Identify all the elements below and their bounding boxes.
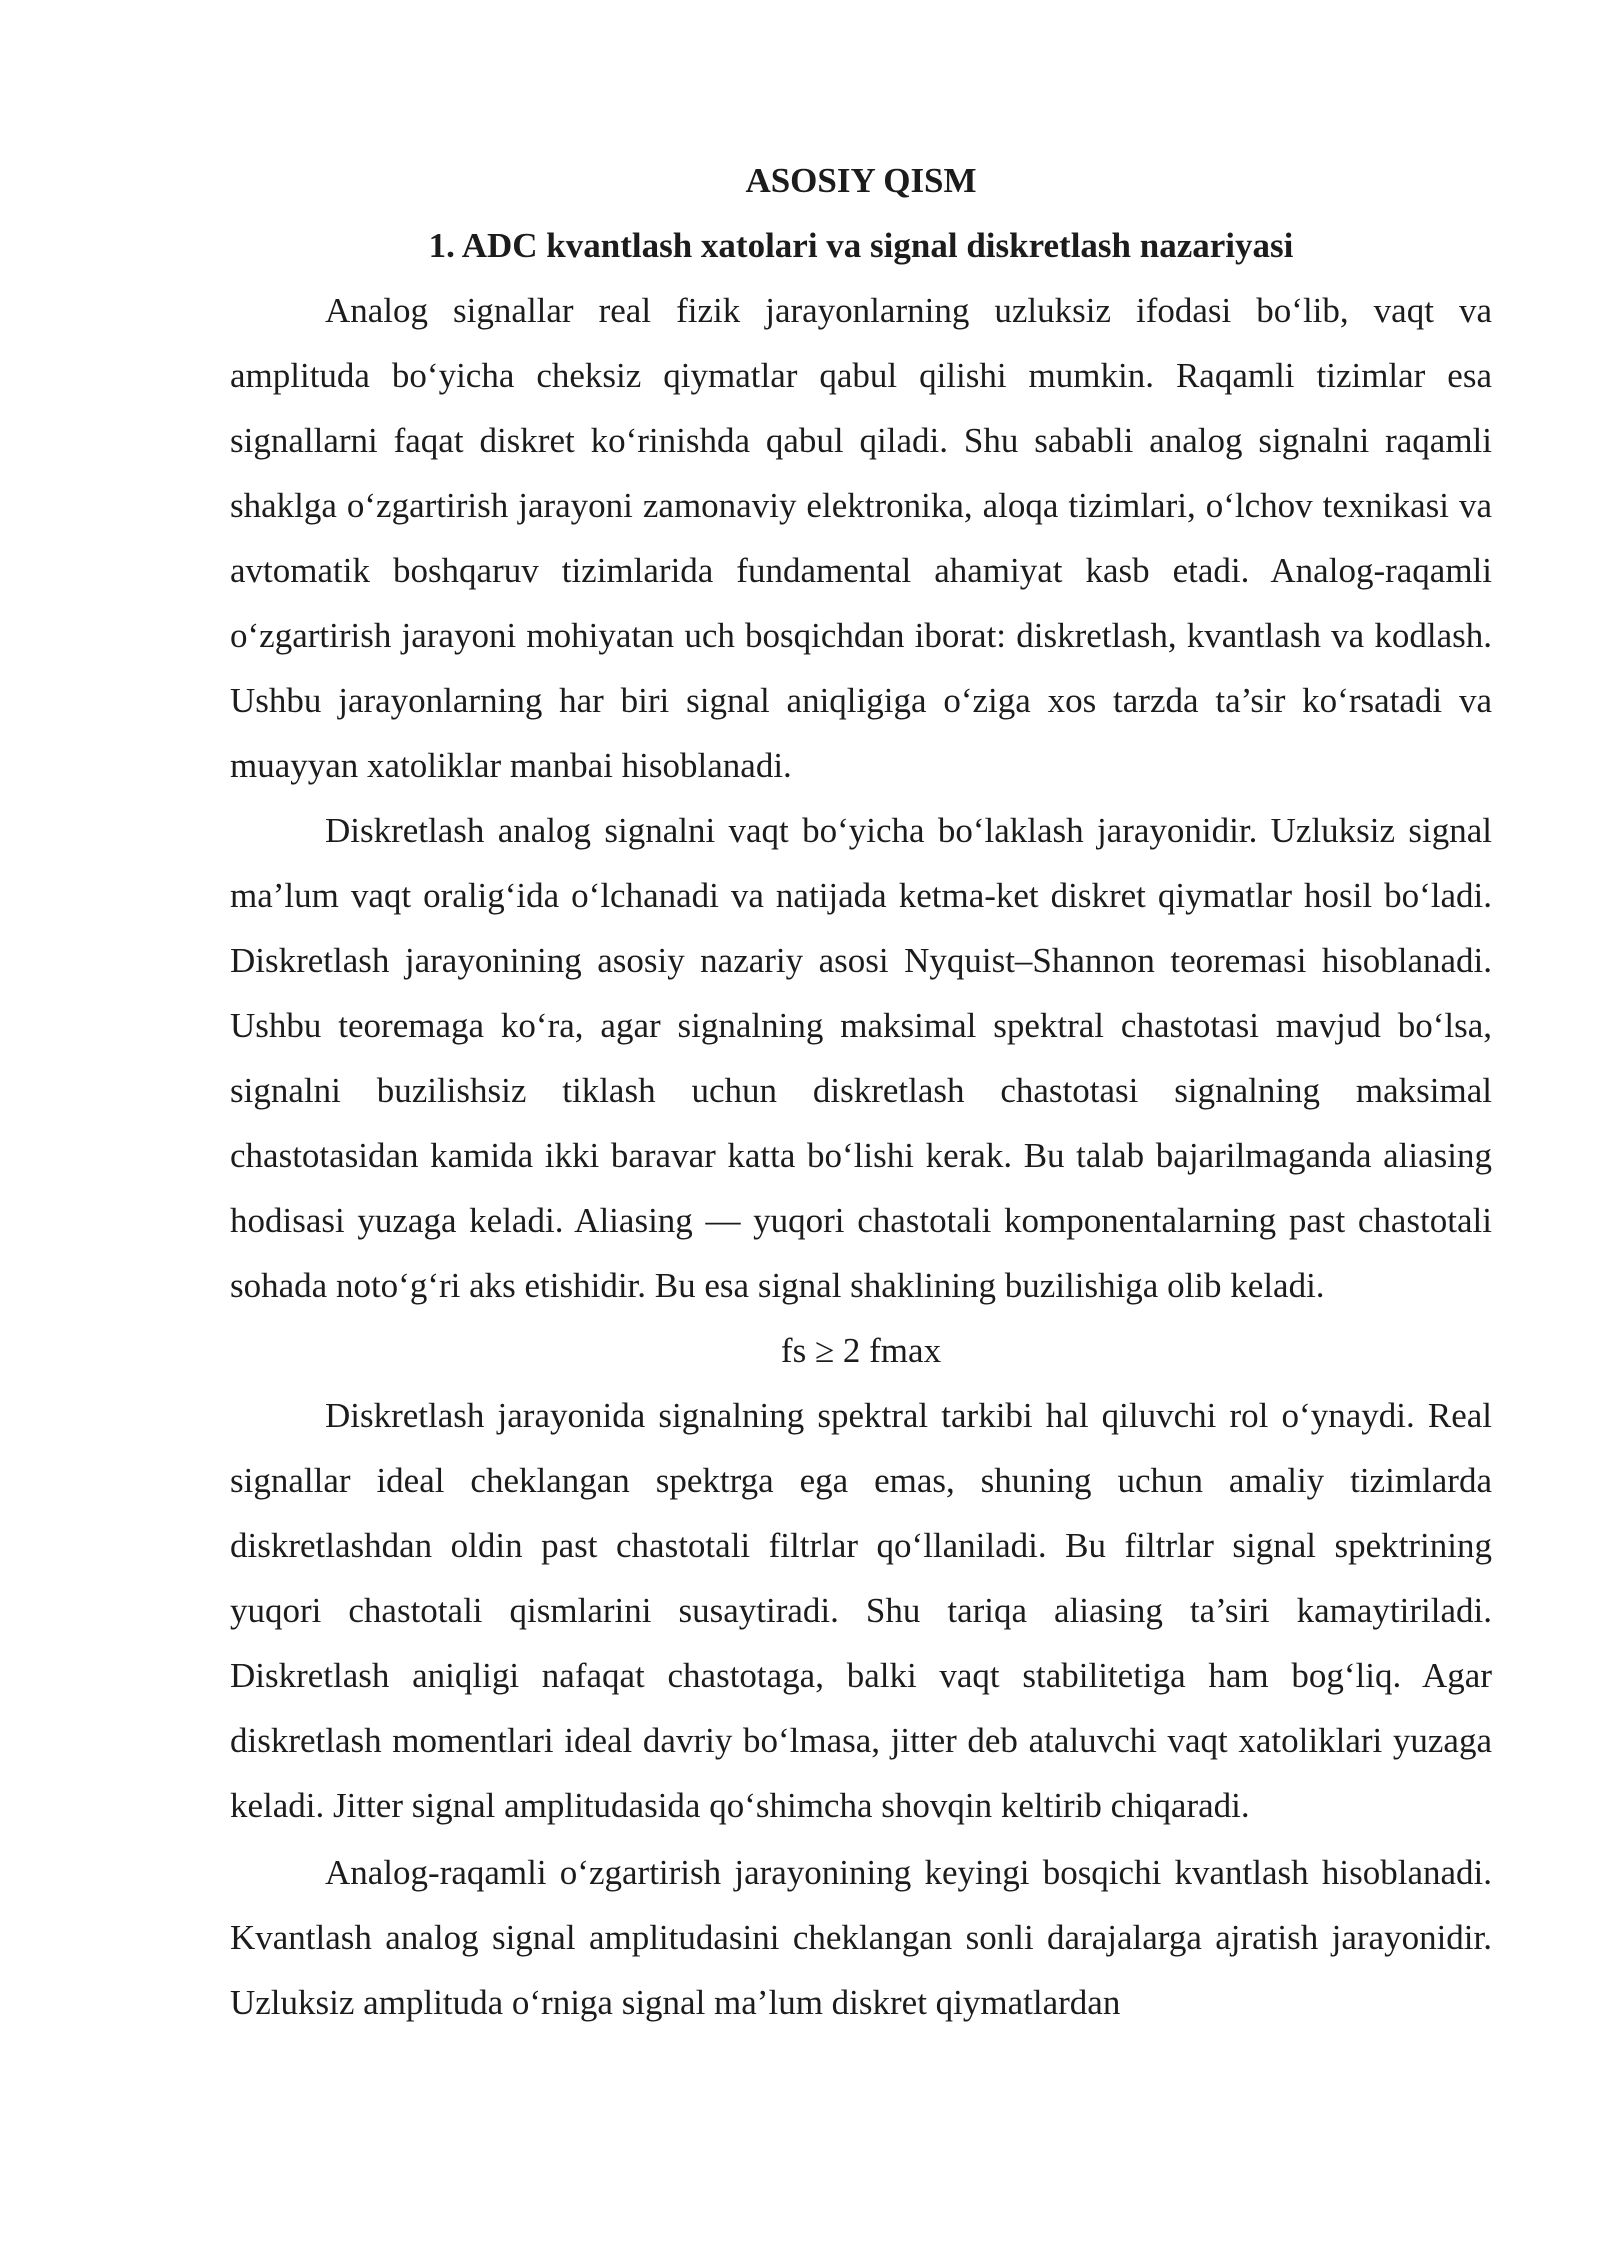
section-title: ASOSIY QISM — [745, 161, 977, 200]
nyquist-formula: fs ≥ 2 fmax — [780, 1331, 942, 1370]
paragraph-sampling: Diskretlash analog signalni vaqt bo‘yicha bo‘laklash jarayonidir. Uzluksiz signal ma’lum vaqt oralig‘ida o‘lchanadi va natijada ketma-ket diskret qiymatlar hosil bo‘ladi. Diskretlash jarayonining asosiy nazariy asosi Nyquist–Shannon teoremasi hisoblanadi. Ushbu teoremaga ko‘ra, agar signalning maksimal spektral chastotasi mavjud bo‘lsa, signalni buzilishsiz tiklash uchun diskretlash chastotasi signalning maksimal chastotasidan kamida ikki baravar katta bo‘lishi kerak. Bu talab bajarilmaganda aliasing hodisasi yuzaga keladi. Aliasing — yuqori chastotali komponentalarning past chastotali sohada noto‘g‘ri aks etishidir. Bu esa signal shaklining buzilishiga olib keladi. — [230, 811, 1492, 1305]
paragraph-spectrum: Diskretlash jarayonida signalning spektral tarkibi hal qiluvchi rol o‘ynaydi. Real signallar ideal cheklangan spektrga ega emas, shuning uchun amaliy tizimlarda diskretlashdan oldin past chastotali filtrlar qo‘llaniladi. Bu filtrlar signal spektrining yuqori chastotali qismlarini susaytiradi. Shu tariqa aliasing ta’siri kamaytiriladi. Diskretlash aniqligi nafaqat chastotaga, balki vaqt stabilitetiga ham bog‘liq. Agar diskretlash momentlari ideal davriy bo‘lmasa, jitter deb ataluvchi vaqt xatoliklari yuzaga keladi. Jitter signal amplitudasida qo‘shimcha shovqin keltirib chiqaradi. — [230, 1396, 1492, 1825]
paragraph-quantization: Analog-raqamli o‘zgartirish jarayonining keyingi bosqichi kvantlash hisoblanadi. Kvantlash analog signal amplitudasini cheklangan sonli darajalarga ajratish jarayonidir. Uzluksiz amplituda o‘rniga signal ma’lum diskret qiymatlardan — [230, 1853, 1492, 2022]
chapter-title: 1. ADC kvantlash xatolari va signal diskretlash nazariyasi — [428, 226, 1294, 265]
paragraph-intro: Analog signallar real fizik jarayonlarning uzluksiz ifodasi bo‘lib, vaqt va amplituda bo‘yicha cheksiz qiymatlar qabul qilishi mumkin. Raqamli tizimlar esa signallarni faqat diskret ko‘rinishda qabul qiladi. Shu sababli analog signalni raqamli shaklga o‘zgartirish jarayoni zamonaviy elektronika, aloqa tizimlari, o‘lchov texnikasi va avtomatik boshqaruv tizimlarida fundamental ahamiyat kasb etadi. Analog-raqamli o‘zgartirish jarayoni mohiyatan uch bosqichdan iborat: diskretlash, kvantlash va kodlash. Ushbu jarayonlarning har biri signal aniqligiga o‘ziga xos tarzda ta’sir ko‘rsatadi va muayyan xatoliklar manbai hisoblanadi. — [230, 291, 1492, 785]
document-page — [230, 148, 1492, 2035]
